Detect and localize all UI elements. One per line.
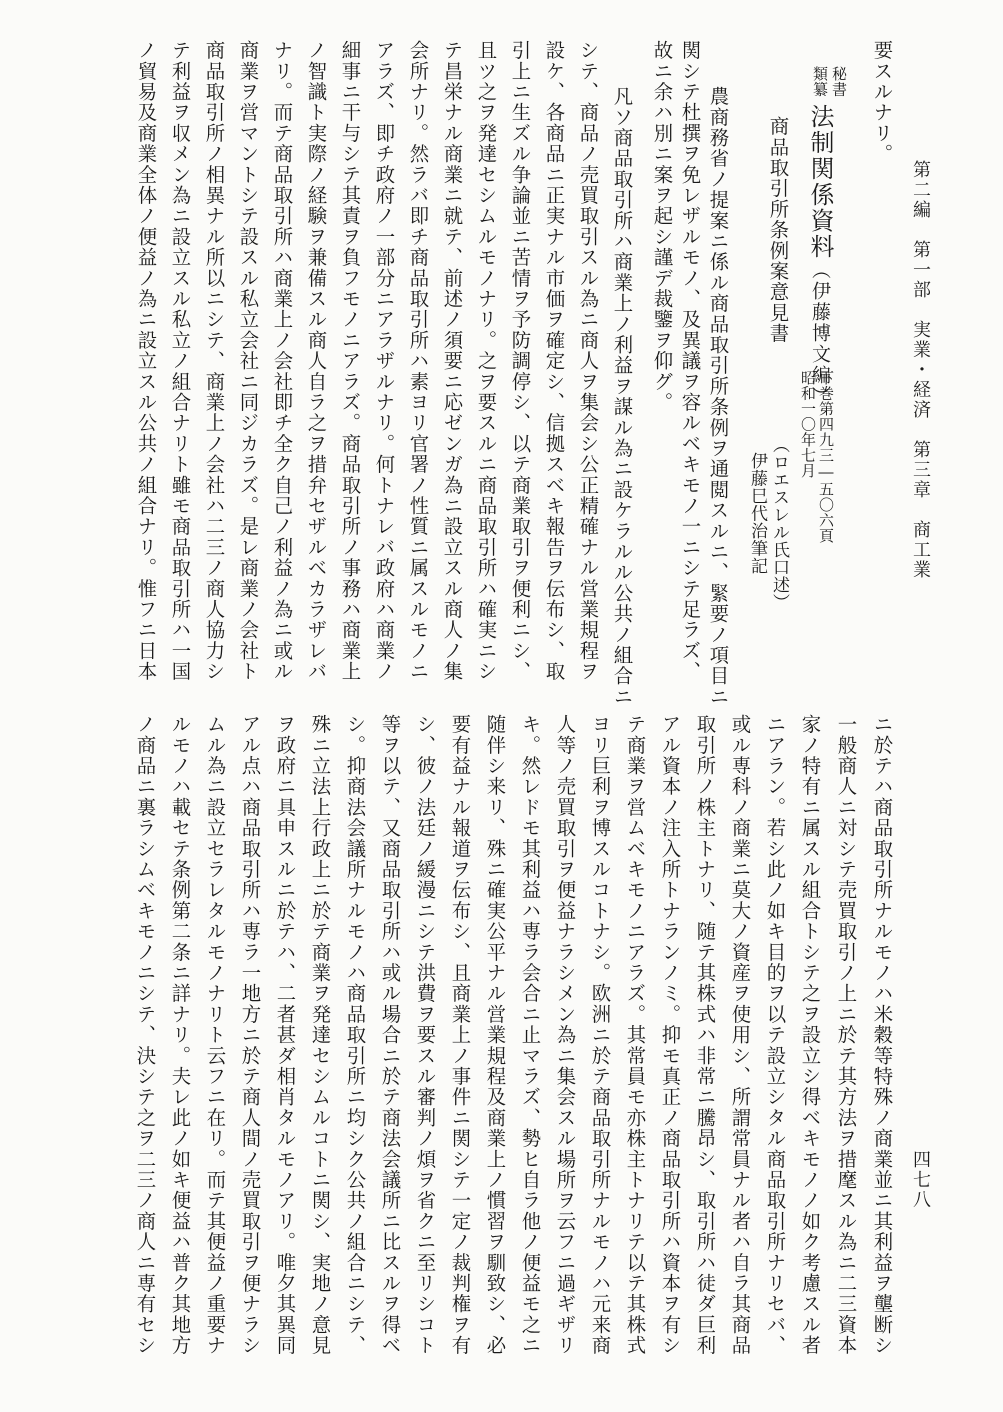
upper-col-1: 農商務省ノ提案ニ係ル商品取引所条例ヲ通閲スルニ、緊要ノ項目ニ bbox=[706, 86, 730, 707]
upper-col-16: 商品取引所ノ相異ナル所以ニシテ、商業上ノ会社ハ二三ノ商人協力シ bbox=[202, 40, 226, 682]
upper-col-8: 且ツ之ヲ発達セシムルモノナリ。之ヲ要スルニ商品取引所ハ確実ニシ bbox=[474, 40, 498, 682]
lower-col-2: 一般商人ニ対シテ売買取引ノ上ニ於テ其方法ヲ措麾スル為ニ二三資本 bbox=[834, 714, 858, 1356]
lower-col-12: 随伴シ来リ、殊ニ確実公平ナル営業規程及商業上ノ慣習ヲ馴致シ、必 bbox=[483, 714, 507, 1356]
upper-col-15: 商業ヲ営マントシテ設スル私立会社ニ同ジカラズ。是レ商業ノ会社ト bbox=[236, 40, 260, 682]
lower-col-19: アル点ハ商品取引所ハ専ラ一地方ニ於テ商人間ノ売買取引ヲ便ナラシ bbox=[238, 714, 262, 1356]
lower-col-10: 人等ノ売買取引ヲ便益ナラシメン為ニ集会スル場所ヲ云フニ過ギザリ bbox=[553, 714, 577, 1356]
upper-col-4: 凡ソ商品取引所ハ商業上ノ利益ヲ謀ル為ニ設ケラルル公共ノ組合ニ bbox=[610, 86, 634, 707]
lower-col-1: ニ於テハ商品取引所ナルモノハ米穀等特殊ノ商業並ニ其利益ヲ壟断シ bbox=[870, 714, 894, 1356]
upper-col-14: ナリ。而テ商品取引所ハ商業上ノ会社即チ全ク自己ノ利益ノ為ニ或ル bbox=[270, 40, 294, 682]
lower-col-5: 或ル専科ノ商業ニ莫大ノ資産ヲ使用シ、所謂常員ナル者ハ自ラ其商品 bbox=[728, 714, 752, 1356]
lower-col-17: 殊ニ立法上行政上ニ於テ商業ヲ発達セシムルコトニ関シ、実地ノ意見 bbox=[308, 714, 332, 1356]
source-cite-line1: 下巻第四九三―五〇六頁 bbox=[817, 370, 835, 544]
doc-title: 商品取引所条例案意見書 bbox=[766, 116, 790, 344]
lower-col-4: ニアラン。若シ此ノ如キ目的ヲ以テ設立シタル商品取引所ナリセバ、 bbox=[763, 714, 787, 1356]
running-header: 第二編 第一部 実業・経済 第三章 商工業 bbox=[910, 160, 931, 580]
upper-col-5: シテ、商品ノ売買取引スル為ニ商人ヲ集会シ公正精確ナル営業規程ヲ bbox=[576, 40, 600, 682]
section-heading bbox=[808, 66, 848, 407]
section-editor: （伊藤博文編） bbox=[809, 260, 831, 407]
upper-col-10: 会所ナリ。然ラバ即チ商品取引所ハ素ヨリ官署ノ性質ニ属スルモノニ bbox=[406, 40, 430, 682]
lower-col-22: ノ商品ニ裏ラシムベキモノニシテ、決シテ之ヲ二三ノ商人ニ専有セシ bbox=[133, 714, 157, 1356]
upper-col-7: 引上ニ生ズル争論並ニ苦情ヲ予防調停シ、以テ商業取引ヲ便利ニシ、 bbox=[508, 40, 532, 682]
section-title: 法制関係資料 bbox=[806, 104, 834, 260]
upper-col-2: 関シテ杜撰ヲ免レザルモノ、及異議ヲ容ルベキモノ一ニシテ足ラズ、 bbox=[678, 40, 702, 682]
opening-line: 要スルナリ。 bbox=[870, 40, 894, 165]
upper-col-9: テ昌栄ナル商業ニ就テ、前述ノ須要ニ応ゼンガ為ニ設立スル商人ノ集 bbox=[440, 40, 464, 682]
author-line2: 伊藤巳代治筆記 bbox=[747, 452, 767, 575]
lower-col-13: 要有益ナル報道ヲ伝布シ、且商業上ノ事件ニ関シテ一定ノ裁判権ヲ有 bbox=[448, 714, 472, 1356]
lower-col-6: 取引所ノ株主トナリ、随テ其株式ハ非常ニ騰昂シ、取引所ハ徒ダ巨利 bbox=[693, 714, 717, 1356]
lower-col-9: ヨリ巨利ヲ博スルコトナシ。欧洲ニ於テ商品取引所ナルモノハ元来商 bbox=[588, 714, 612, 1356]
lower-col-3: 家ノ特有ニ属スル組合トシテ之ヲ設立シ得ベキモノノ如ク考慮スル者 bbox=[798, 714, 822, 1356]
page-number: 四七八 bbox=[910, 1150, 931, 1210]
upper-col-3: 故ニ余ハ別ニ案ヲ起シ謹デ裁鑒ヲ仰グ。 bbox=[650, 40, 674, 413]
upper-col-17: テ利益ヲ収メン為ニ設立スル私立ノ組合ナリト雖モ商品取引所ハ一国 bbox=[168, 40, 192, 682]
lower-col-21: ルモノハ載セテ条例第二条ニ詳ナリ。夫レ此ノ如キ便益ハ普ク其地方 bbox=[168, 714, 192, 1356]
lower-col-11: キ。然レドモ其利益ハ専ラ会合ニ止マラズ、勢ヒ自ラ他ノ便益モ之ニ bbox=[518, 714, 542, 1356]
lower-col-15: 等ヲ以テ、又商品取引所ハ或ル場合ニ於テ商法会議所ニ比スルヲ得ベ bbox=[378, 714, 402, 1356]
lower-col-14: シ、彼ノ法廷ノ緩漫ニシテ洪費ヲ要スル審判ノ煩ヲ省クニ至リシコト bbox=[413, 714, 437, 1356]
upper-col-13: ノ智識ト実際ノ経験ヲ兼備スル商人自ラ之ヲ措弁セザルベカラザレバ bbox=[304, 40, 328, 682]
author-line1: （ロエスレル氏口述） bbox=[769, 436, 789, 611]
section-label: 秘書類纂 bbox=[811, 66, 848, 97]
lower-col-8: テ商業ヲ営ムベキモノニアラズ。其常員モ亦株主トナリテ以テ其株式 bbox=[623, 714, 647, 1356]
lower-col-18: ヲ政府ニ具申スルニ於テハ、二者甚ダ相肖タルモノアリ。唯夕其異同 bbox=[273, 714, 297, 1356]
source-cite-line2: 昭和一〇年七月 bbox=[799, 370, 817, 479]
lower-col-16: シ。抑商法会議所ナルモノハ商品取引所ニ均シク公共ノ組合ニシテ、 bbox=[343, 714, 367, 1356]
upper-col-6: 設ケ、各商品ニ正実ナル市価ヲ確定シ、信拠スベキ報告ヲ伝布シ、取 bbox=[542, 40, 566, 682]
upper-col-12: 細事ニ干与シテ其責ヲ負フモノニアラズ。商品取引所ノ事務ハ商業上 bbox=[338, 40, 362, 682]
lower-col-7: アル資本ノ注入所トナランノミ。抑モ真正ノ商品取引所ハ資本ヲ有シ bbox=[658, 714, 682, 1356]
lower-col-20: ムル為ニ設立セラレタルモノナリト云フニ在リ。而テ其便益ノ重要ナ bbox=[203, 714, 227, 1356]
upper-col-11: アラズ、即チ政府ノ一部分ニアラザルナリ。何トナレバ政府ハ商業ノ bbox=[372, 40, 396, 682]
upper-col-18: ノ貿易及商業全体ノ便益ノ為ニ設立スル公共ノ組合ナリ。惟フニ日本 bbox=[134, 40, 158, 682]
